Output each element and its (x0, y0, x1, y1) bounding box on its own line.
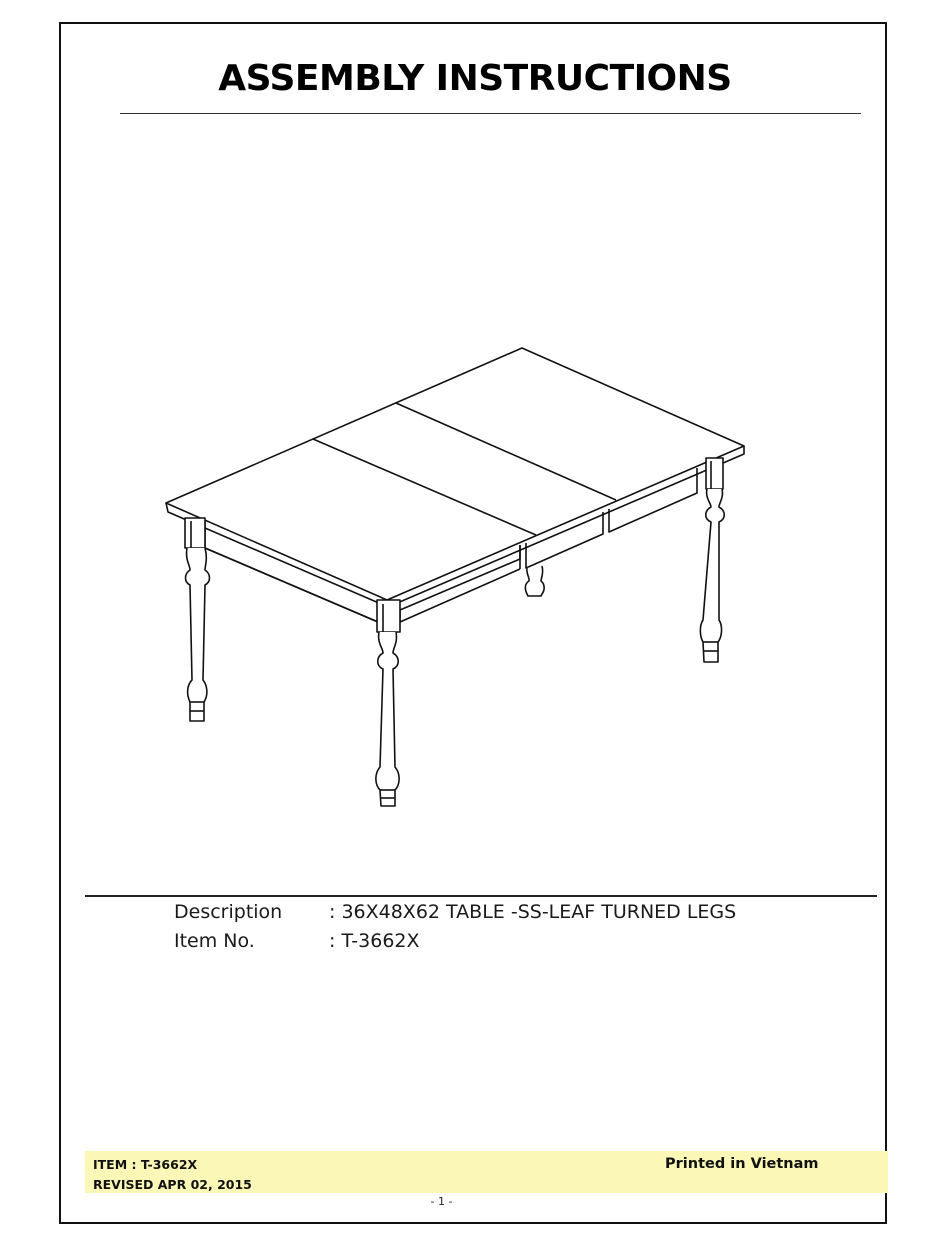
table-illustration (140, 330, 780, 830)
description-label: Description (174, 901, 283, 923)
footer-revision-date: REVISED APR 02, 2015 (93, 1177, 252, 1192)
description-value: : 36X48X62 TABLE -SS-LEAF TURNED LEGS (329, 901, 737, 923)
leg (376, 600, 400, 806)
title-divider (120, 113, 861, 114)
item-number-value: : T-3662X (329, 930, 420, 952)
description-row (174, 901, 736, 923)
footer-printed-in: Printed in Vietnam (665, 1156, 819, 1172)
leg (700, 458, 724, 662)
item-number-row (174, 930, 420, 952)
footer-item-code: ITEM : T-3662X (93, 1157, 198, 1172)
leg (525, 566, 544, 596)
page-number: - 1 - (430, 1195, 453, 1208)
item-number-label: Item No. (174, 930, 255, 952)
description-divider (85, 895, 877, 897)
page-title: ASSEMBLY INSTRUCTIONS (218, 58, 732, 99)
leg (185, 518, 210, 721)
